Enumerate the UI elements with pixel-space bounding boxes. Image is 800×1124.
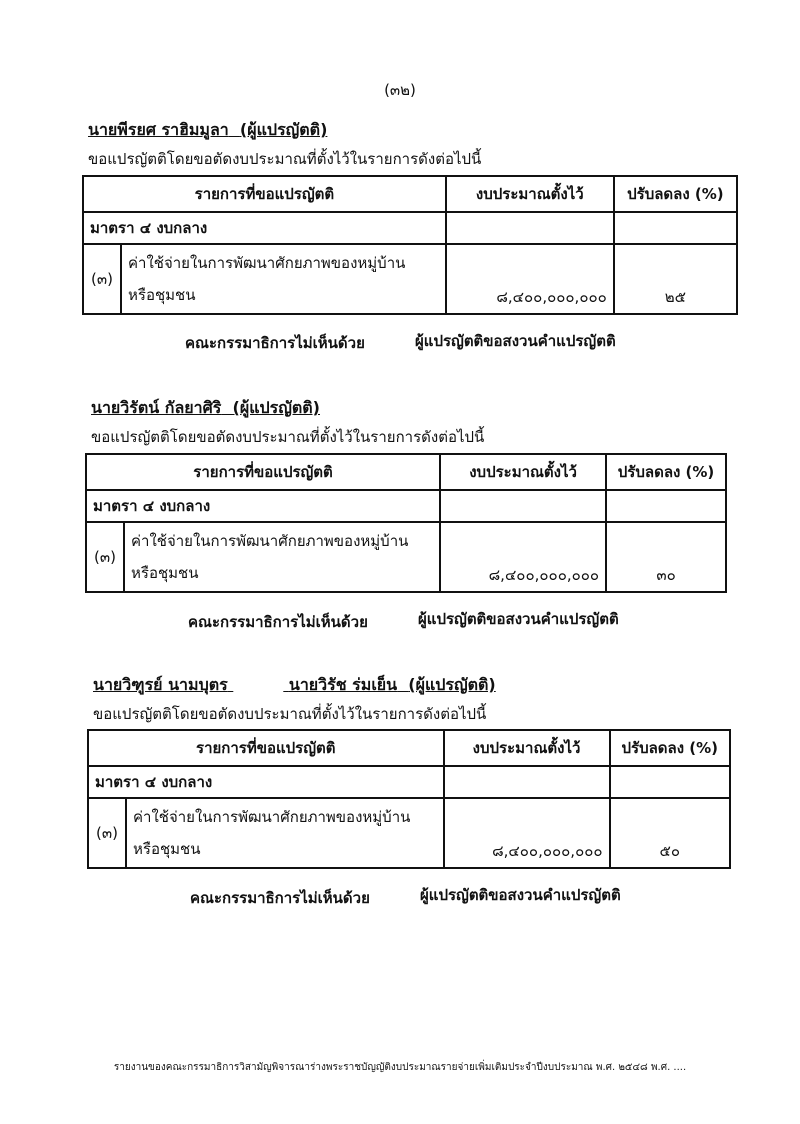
item-budget: ๘,๔๐๐,๐๐๐,๐๐๐ (440, 522, 606, 592)
section-row-label: มาตรา ๔ งบกลาง (88, 766, 444, 798)
proposer-name (93, 673, 496, 698)
item-line-2: หรือชุมชน (131, 564, 199, 582)
proposer-role: (ผู้แปรญัตติ) (239, 120, 328, 139)
empty-cell (614, 212, 737, 244)
header-item: รายการที่ขอแปรญัตติ (88, 730, 444, 766)
empty-cell (440, 490, 606, 522)
page-footer: รายงานของคณะกรรมาธิการวิสามัญพิจารณาร่างพระราชบัญญัติงบประมาณรายจ่ายเพิ่มเติมประจำปีงบประมาณ พ.ศ. ๒๕๔๘ พ.ศ. .... (113, 1062, 687, 1073)
header-budget: งบประมาณตั้งไว้ (444, 730, 610, 766)
item-description (124, 522, 440, 592)
item-cut-percent: ๕๐ (610, 798, 730, 868)
proposer-reservation: ผู้แปรญัตติขอสงวนคำแปรญัตติ (418, 610, 619, 628)
proposer-role: (ผู้แปรญัตติ) (408, 675, 496, 694)
amendment-intro: ขอแปรญัตติโดยขอตัดงบประมาณที่ตั้งไว้ในรายการดังต่อไปนี้ (91, 428, 485, 446)
amendment-intro: ขอแปรญัตติโดยขอตัดงบประมาณที่ตั้งไว้ในรายการดังต่อไปนี้ (88, 150, 482, 168)
proposer-name-1: นายวิรัตน์ กัลยาศิริ (91, 398, 222, 417)
section-row-label: มาตรา ๔ งบกลาง (83, 212, 446, 244)
committee-decision: คณะกรรมาธิการไม่เห็นด้วย (188, 613, 368, 631)
section-row-label: มาตรา ๔ งบกลาง (86, 490, 440, 522)
amendment-table (85, 453, 727, 593)
page-number: (๓๒) (384, 81, 416, 99)
item-line-2: หรือชุมชน (133, 840, 201, 858)
amendment-table (82, 175, 738, 315)
header-cut: ปรับลดลง (%) (614, 176, 737, 212)
item-budget: ๘,๔๐๐,๐๐๐,๐๐๐ (444, 798, 610, 868)
empty-cell (606, 490, 726, 522)
item-line-1: ค่าใช้จ่ายในการพัฒนาศักยภาพของหมู่บ้าน (131, 532, 409, 550)
item-line-1: ค่าใช้จ่ายในการพัฒนาศักยภาพของหมู่บ้าน (128, 254, 406, 272)
amendment-table (87, 729, 731, 869)
item-budget: ๘,๔๐๐,๐๐๐,๐๐๐ (446, 244, 614, 314)
proposer-name-2: นายวิรัช ร่มเย็น (288, 675, 398, 694)
item-description (121, 244, 446, 314)
item-number: (๓) (88, 798, 126, 868)
item-number: (๓) (83, 244, 121, 314)
header-item: รายการที่ขอแปรญัตติ (83, 176, 446, 212)
proposer-name (91, 396, 320, 421)
item-cut-percent: ๒๕ (614, 244, 737, 314)
item-line-1: ค่าใช้จ่ายในการพัฒนาศักยภาพของหมู่บ้าน (133, 808, 411, 826)
amendment-intro: ขอแปรญัตติโดยขอตัดงบประมาณที่ตั้งไว้ในรายการดังต่อไปนี้ (93, 705, 487, 723)
header-cut: ปรับลดลง (%) (610, 730, 730, 766)
item-description (126, 798, 444, 868)
committee-decision: คณะกรรมาธิการไม่เห็นด้วย (190, 889, 370, 907)
item-cut-percent: ๓๐ (606, 522, 726, 592)
committee-decision: คณะกรรมาธิการไม่เห็นด้วย (185, 334, 365, 352)
proposer-role: (ผู้แปรญัตติ) (232, 398, 320, 417)
header-budget: งบประมาณตั้งไว้ (440, 454, 606, 490)
empty-cell (610, 766, 730, 798)
item-number: (๓) (86, 522, 124, 592)
proposer-name-1: นายพีรยศ ราฮิมมูลา (88, 120, 229, 139)
header-budget: งบประมาณตั้งไว้ (446, 176, 614, 212)
header-cut: ปรับลดลง (%) (606, 454, 726, 490)
item-line-2: หรือชุมชน (128, 286, 196, 304)
proposer-name (88, 118, 327, 143)
proposer-reservation: ผู้แปรญัตติขอสงวนคำแปรญัตติ (415, 332, 616, 350)
header-item: รายการที่ขอแปรญัตติ (86, 454, 440, 490)
empty-cell (446, 212, 614, 244)
proposer-name-1: นายวิฑูรย์ นามบุตร (93, 675, 228, 694)
empty-cell (444, 766, 610, 798)
proposer-reservation: ผู้แปรญัตติขอสงวนคำแปรญัตติ (420, 886, 621, 904)
